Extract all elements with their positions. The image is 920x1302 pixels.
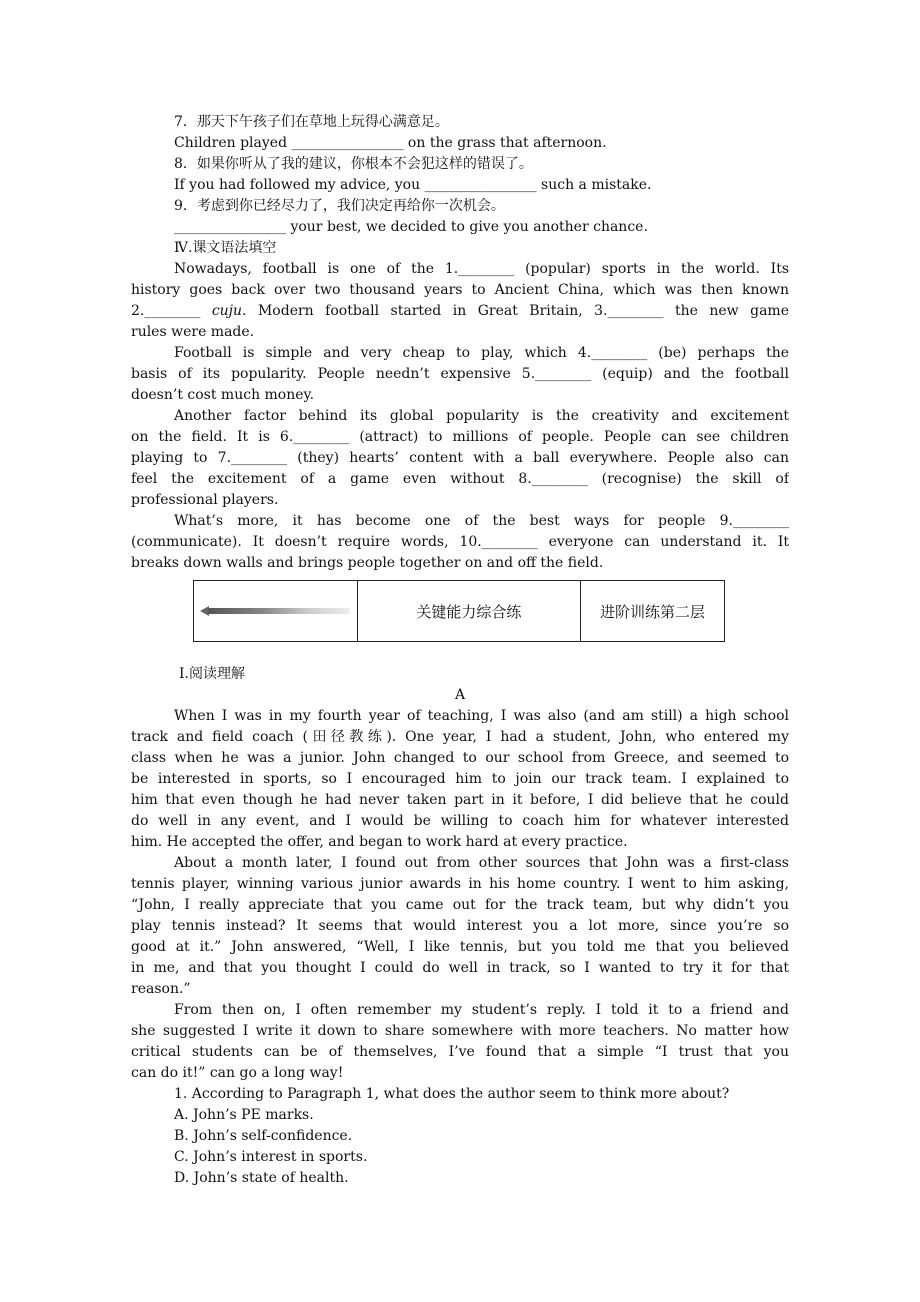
reading-title: Ⅰ.阅读理解 <box>179 666 245 682</box>
grammar-line-6: basis of its popularity. People needn’t expensive 5.________ (equip) and the football <box>131 366 789 382</box>
reading-line-10: “John, I really appreciate that you came out for the track team, but why didn’t you <box>131 897 789 913</box>
option-a: A. John’s PE marks. <box>174 1107 314 1123</box>
question-1: 1. According to Paragraph 1, what does the author seem to think more about? <box>174 1086 730 1102</box>
reading-line-3: class when he was a junior. John changed to our school from Greece, and seemed to <box>131 750 789 766</box>
reading-line-15: From then on, I often remember my student’s reply. I told it to a friend and <box>174 1002 789 1018</box>
grammar-line-14: (communicate). It doesn’t require words, 10.________ everyone can understand it. It <box>131 534 789 550</box>
grammar-line-1: Nowadays, football is one of the 1.________ (popular) sports in the world. Its <box>174 261 789 277</box>
reading-line-17: critical students can be of themselves, I’ve found that a simple “I trust that you <box>131 1044 789 1060</box>
grammar-line-2: history goes back over two thousand years to Ancient China, which was then known <box>131 282 789 298</box>
grammar-line-3-a: 2.________ <box>131 303 212 319</box>
item-9-chinese: 9．考虑到你已经尽力了，我们决定再给你一次机会。 <box>174 198 505 214</box>
reading-line-12: good at it.” John answered, “Well, I like tennis, but you told me that you believed <box>131 939 789 955</box>
section-banner <box>193 580 725 642</box>
item-9-english: ________________ your best, we decided to give you another chance. <box>174 219 648 235</box>
grammar-line-10: playing to 7.________ (they) hearts’ content with a ball everywhere. People also can <box>131 450 789 466</box>
option-d: D. John’s state of health. <box>174 1170 349 1186</box>
reading-line-16: she suggested I write it down to share somewhere with more teachers. No matter how <box>131 1023 789 1039</box>
grammar-line-8: Another factor behind its global popularity is the creativity and excitement <box>174 408 789 424</box>
grammar-line-12: professional players. <box>131 492 279 508</box>
option-b: B. John’s self-confidence. <box>174 1128 353 1144</box>
cuju-term: cuju <box>211 303 243 319</box>
grammar-line-5: Football is simple and very cheap to play, which 4.________ (be) perhaps the <box>174 345 789 361</box>
reading-line-4: be interested in sports, so I encouraged him to join our track team. I explained to <box>131 771 789 787</box>
item-8-english: If you had followed my advice, you ________________ such a mistake. <box>174 177 652 193</box>
reading-line-9: tennis player, winning various junior awards in his home country. I went to him asking, <box>131 876 789 892</box>
grammar-line-7: doesn’t cost much money. <box>131 387 315 403</box>
section-4-title: Ⅳ.课文语法填空 <box>174 240 277 256</box>
grammar-line-13: What’s more, it has become one of the best ways for people 9.________ <box>174 513 789 529</box>
item-8-chinese: 8．如果你听从了我的建议，你根本不会犯这样的错误了。 <box>174 156 533 172</box>
item-7-chinese: 7．那天下午孩子们在草地上玩得心满意足。 <box>174 114 449 130</box>
reading-line-18: can do it!” can go a long way! <box>131 1065 344 1081</box>
banner-pencil-cell <box>194 581 358 641</box>
reading-line-11: play tennis instead? It seems that would interest you a lot more, since you’re so <box>131 918 789 934</box>
passage-label: A <box>454 687 466 703</box>
reading-line-7: him. He accepted the offer, and began to work hard at every practice. <box>131 834 628 850</box>
option-c: C. John’s interest in sports. <box>174 1149 368 1165</box>
grammar-line-3-b: . Modern football started in Great Britain, 3.________ <box>242 303 675 319</box>
reading-line-13: in me, and that you thought I could do well in track, so I wanted to try it for that <box>131 960 789 976</box>
reading-line-2: track and field coach (田径教练). One year, I had a student, John, who entered my <box>131 729 789 745</box>
banner-level: 进阶训练第二层 <box>600 602 706 621</box>
reading-line-1: When I was in my fourth year of teaching, I was also (and am still) a high school <box>174 708 789 724</box>
grammar-line-11: feel the excitement of a game even without 8.________ (recognise) the skill of <box>131 471 789 487</box>
reading-line-5: him that even though he had never taken part in it before, I did believe that he could <box>131 792 789 808</box>
item-7-english: Children played ________________ on the grass that afternoon. <box>174 135 607 151</box>
grammar-line-3-c: the new game <box>674 303 789 319</box>
grammar-line-9: on the field. It is 6.________ (attract) to millions of people. People can see children <box>131 429 789 445</box>
grammar-line-15: breaks down walls and brings people together on and off the field. <box>131 555 604 571</box>
worksheet-page <box>131 112 789 1189</box>
reading-line-8: About a month later, I found out from other sources that John was a first-class <box>174 855 789 871</box>
reading-line-6: do well in any event, and I would be willing to coach him for whatever interested <box>131 813 789 829</box>
grammar-line-4: rules were made. <box>131 324 255 340</box>
banner-title: 关键能力综合练 <box>358 581 581 641</box>
reading-line-14: reason.” <box>131 981 191 997</box>
pencil-icon <box>200 606 350 616</box>
grammar-line-3 <box>131 301 789 322</box>
